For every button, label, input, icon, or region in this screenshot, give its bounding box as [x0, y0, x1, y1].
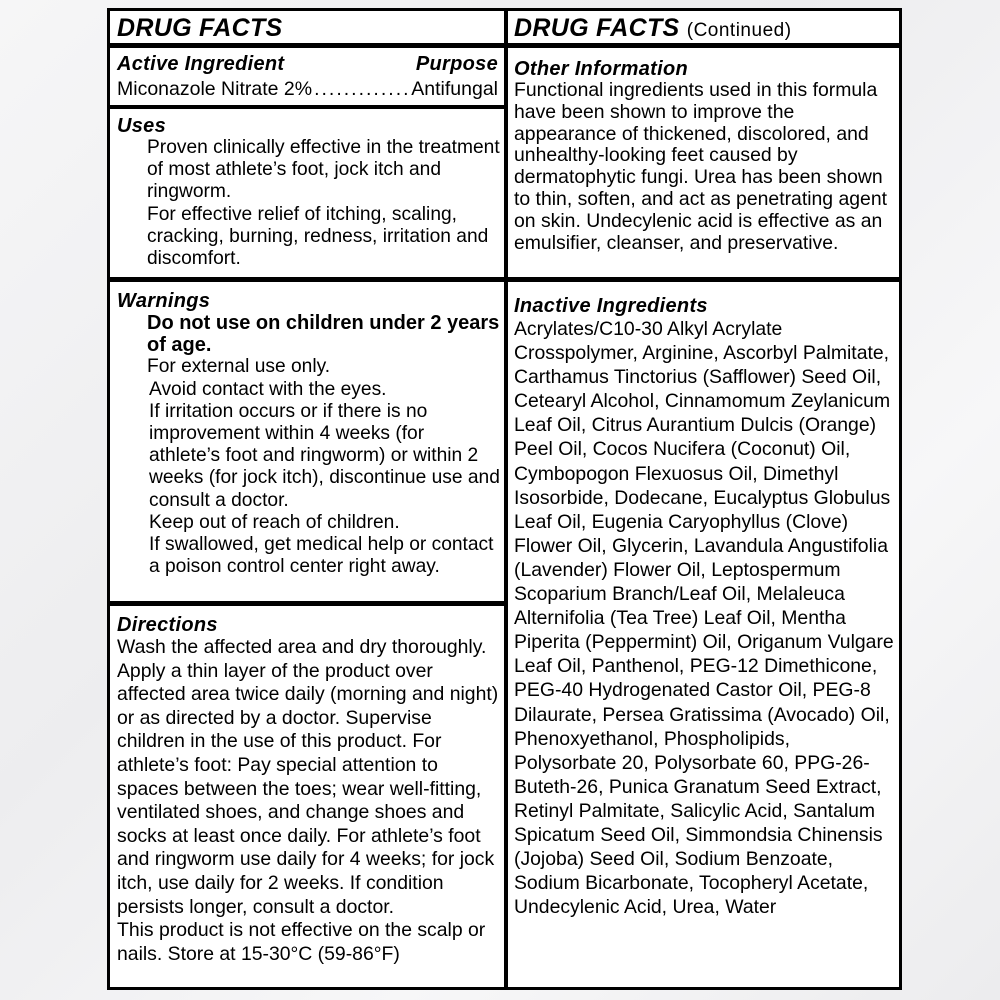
other-information-text: Functional ingredients used in this formula have been shown to improve the appearance of thickened, discolored, and unhealthy-looking feet caused by dermatophytic fungi. Urea has been shown to thin, soften, and act as penetrating agent on skin. Undecylenic acid is effective as an emulsifier, cleanser, and preservative. [514, 79, 887, 254]
uses-item: Proven clinically effective in the treatment of most athlete’s foot, jock itch and ringworm. [147, 137, 500, 203]
inactive-ingredients-heading: Inactive Ingredients [514, 295, 708, 317]
drug-facts-panel [107, 8, 902, 990]
warning-item: Keep out of reach of children. [149, 511, 400, 533]
rule-after-uses [110, 277, 504, 282]
warning-item: If swallowed, get medical help or contact a poison control center right away. [149, 534, 494, 578]
warning-item: For external use only. [147, 356, 331, 378]
uses-heading: Uses [117, 115, 167, 137]
active-ingredient-heading: Active Ingredient [117, 53, 285, 75]
inactive-ingredients-text: Acrylates/C10-30 Alkyl Acrylate Crosspolymer, Arginine, Ascorbyl Palmitate, Carthamus Tinctorius (Safflower) Seed Oil, Cetearyl Alcohol, Cinnamomum Zeylanicum Leaf Oil, Citrus Aurantium Dulcis (Orange) Peel Oil, Cocos Nucifera (Coconut) Oil, Cymbopogon Flexuosus Oil, Dimethyl Isosorbide, Dodecane, Eucalyptus Globulus Leaf Oil, Eugenia Caryophyllus (Clove) Flower Oil, Glycerin, Lavandula Angustifolia (Lavender) Flower Oil, Leptospermum Scoparium Branch/Leaf Oil, Melaleuca Alternifolia (Tea Tree) Leaf Oil, Mentha Piperita (Peppermint) Oil, Origanum Vulgare Leaf Oil, Panthenol, PEG-12 Dimethicone, PEG-40 Hydrogenated Castor Oil, PEG-8 Dilaurate, Persea Gratissima (Avocado) Oil, Phenoxyethanol, Phospholipids, Polysorbate 20, Polysorbate 60, PPG-26-Buteth-26, Punica Granatum Seed Extract, Retinyl Palmitate, Salicylic Acid, Santalum Spicatum Seed Oil, Simmondsia Chinensis (Jojoba) Seed Oil, Sodium Benzoate, Sodium Bicarbonate, Tocopheryl Acetate, Undecylenic Acid, Urea, Water [514, 318, 894, 919]
warning-bold-line: Do not use on children under 2 years of age. [147, 312, 500, 357]
directions-paragraph: Wash the affected area and dry thoroughly. Apply a thin layer of the product over affected area twice daily (morning and night) or as directed by a doctor. Supervise children in the use of this product. For athlete’s foot: Pay special attention to spaces between the toes; wear well-fitting, ventilated shoes, and change shoes and socks at least once daily. For athlete’s foot and ringworm use daily for 4 weeks; for jock itch, use daily for 2 weeks. If condition persists longer, consult a doctor. [117, 636, 499, 918]
warning-item: Avoid contact with the eyes. [149, 378, 387, 400]
active-ingredient-section [110, 53, 504, 100]
rule-after-warnings [110, 601, 504, 606]
title-rule-right [508, 43, 899, 48]
leader-dots [312, 78, 411, 100]
inactive-ingredients-section [508, 295, 899, 919]
warnings-heading: Warnings [117, 290, 211, 312]
left-title-section [110, 16, 504, 41]
rule-after-active [110, 105, 504, 109]
warning-item: If irritation occurs or if there is no improvement within 4 weeks (for athlete’s foot and ringworm) or within 2 weeks (for jock itch), discontinue use and consult a doctor. [149, 400, 500, 511]
rule-after-other-info [508, 277, 899, 282]
drug-facts-title: DRUG FACTS [117, 14, 283, 42]
directions-section [110, 614, 504, 966]
uses-section [110, 115, 504, 270]
uses-item: For effective relief of itching, scaling, cracking, burning, redness, irritation and discomfort. [147, 203, 489, 270]
title-rule-left [110, 43, 504, 48]
right-column [508, 11, 899, 987]
right-title-section [508, 16, 899, 41]
purpose-heading: Purpose [415, 53, 498, 75]
active-ingredient-name: Miconazole Nitrate 2% [117, 78, 313, 100]
drug-facts-title-continued: DRUG FACTS [514, 14, 680, 42]
other-information-heading: Other Information [514, 58, 688, 80]
directions-paragraph: This product is not effective on the scalp or nails. Store at 15-30°C (59-86°F) [117, 919, 486, 965]
directions-heading: Directions [117, 614, 218, 636]
active-ingredient-purpose: Antifungal [411, 78, 498, 100]
other-information-section [508, 58, 899, 254]
continued-label: (Continued) [686, 20, 792, 41]
warnings-section [110, 290, 504, 578]
